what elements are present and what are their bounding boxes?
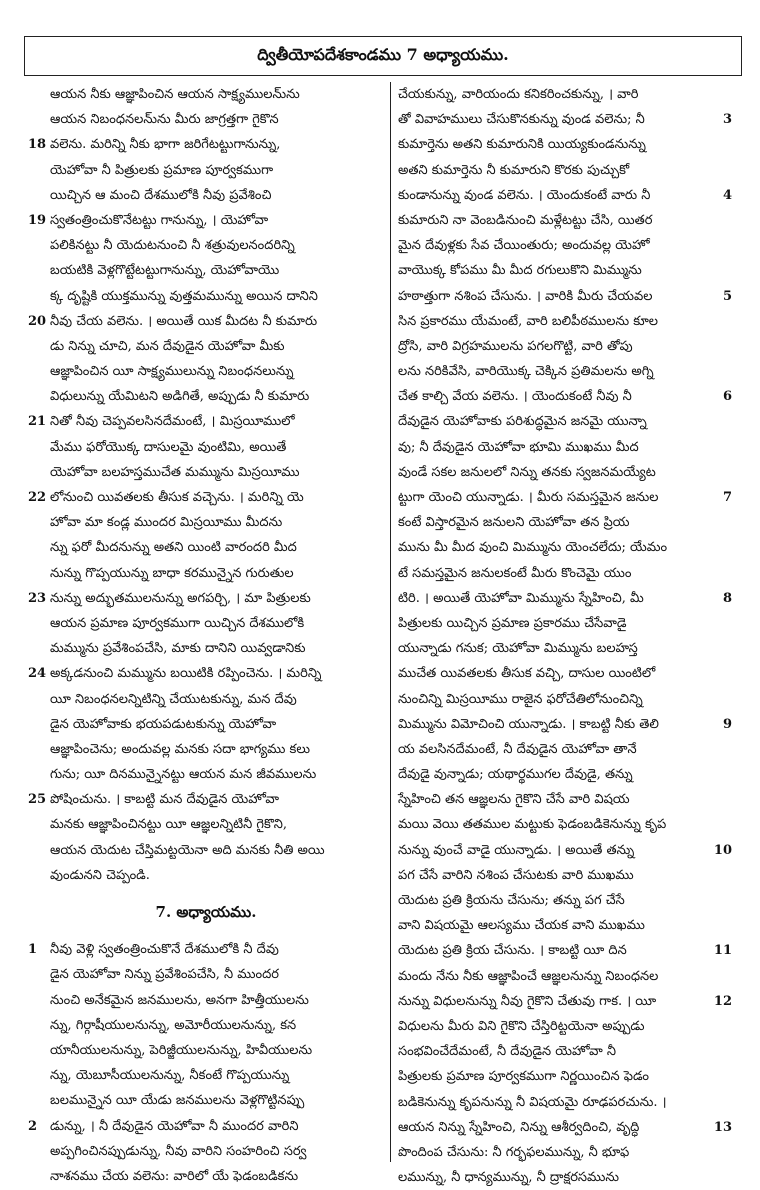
text-line	[398, 485, 732, 510]
line-text: నున్ను అద్భుతములనున్ను అగపర్చి, । మా పిత్రులకు	[50, 590, 311, 606]
line-text: వుండే సకల జనులలో నిన్ను తనకు స్వజనమయ్యేట	[398, 464, 656, 480]
line-text: అతని కుమార్తెను నీ కుమారుని కొరకు పుచ్చుకో	[398, 162, 630, 178]
line-text: లను నరికివేసి, వారియొక్క చెక్కిన ప్రతిమలను అగ్ని	[398, 364, 654, 380]
line-text: మమ్మును ప్రవేశింపచేసి, మాకు దానిని యివ్వడానికు	[50, 641, 306, 657]
verse-number: 24	[28, 666, 47, 682]
text-line	[398, 636, 732, 661]
line-text: యున్నాడు గనుక; యెహోవా మిమ్మును బలహస్త	[398, 641, 638, 657]
line-text: వలెను. మరిన్ని నీకు భాగా జరిగేటట్టుగానున్ను,	[50, 137, 281, 153]
text-line	[398, 787, 732, 812]
text-line	[398, 737, 732, 762]
verse-number: 8	[722, 590, 732, 606]
text-line	[398, 661, 732, 686]
text-line	[398, 158, 732, 183]
text-line	[28, 762, 384, 787]
text-line	[28, 988, 384, 1013]
text-line	[28, 687, 384, 712]
line-text: మేము ఫరోయొక్క దాసులమై వుంటిమి, అయితే	[50, 439, 287, 455]
text-line	[398, 435, 732, 460]
text-line	[398, 233, 732, 258]
text-line	[28, 485, 384, 510]
line-text: వాని విషయమై ఆలస్యము చేయక వాని ముఖము	[398, 918, 645, 934]
text-line	[28, 1139, 384, 1164]
text-line	[28, 208, 384, 233]
text-line	[398, 611, 732, 636]
line-text: విధులను మీరు విని గైకొని చేస్తిరిట్టయెనా అప్పుడు	[398, 1018, 645, 1034]
line-text: స్వతంత్రించుకొనేటట్టు గానున్ను, । యెహోవా	[50, 212, 269, 228]
text-line	[398, 384, 732, 409]
line-text: నున్ను వుంచే వాడై యున్నాడు. । అయితే తన్ను	[398, 842, 635, 858]
text-line	[28, 937, 384, 962]
text-line	[398, 409, 732, 434]
text-line	[398, 586, 732, 611]
line-text: చేత కాల్చి వేయ వలెను. । యెందుకంటే నీవు నీ	[398, 389, 632, 405]
text-line	[398, 838, 732, 863]
line-text: మనకు ఆజ్ఞాపించినట్టు యీ ఆజ్ఞలన్నిటినీ గైకొని,	[50, 817, 287, 833]
line-text: ఆయన నీకు ఆజ్ఞాపించిన ఆయన సాక్ష్యములను్ను	[50, 87, 300, 102]
line-text: పిత్రులకు యిచ్చిన ప్రమాణ ప్రకారము చేసేవాడై	[398, 615, 627, 631]
text-line	[28, 132, 384, 157]
line-text: యిచ్చిన ఆ మంచి దేశములోకి నీవు ప్రవేశించి	[50, 187, 272, 203]
text-line	[398, 1165, 732, 1190]
line-text: నున్ను విధులనున్ను నీవు గైకొని చేతువు గాక. । యీ	[398, 993, 657, 1009]
text-line	[28, 510, 384, 535]
line-text: నుంచిన్ని మిస్రయీము రాజైన ఫరోచేతిలోనుంచిన్ని	[398, 691, 643, 707]
line-text: అక్కడనుంచి మమ్మును బయిటికి రప్పించెను. । మరిన్ని	[50, 666, 322, 682]
line-text: నుంచి అనేకమైన జనములను, అనగా హిత్తీయులను	[50, 992, 309, 1008]
line-text: నాశనము చేయ వలెను: వారిలో యే ఫెడంబడికను	[50, 1168, 299, 1184]
text-line	[398, 309, 732, 334]
text-line	[398, 1039, 732, 1064]
text-line	[398, 863, 732, 888]
verse-number: 10	[713, 842, 732, 858]
verse-number: 6	[722, 389, 732, 405]
text-line	[398, 535, 732, 560]
text-line	[28, 636, 384, 661]
line-text: డున్ను, । నీ దేవుడైన యెహోవా నీ ముందర వారిని	[50, 1118, 299, 1134]
text-line	[28, 107, 384, 132]
line-text: గును; యీ దినమున్నైనట్టు ఆయన మన జీవములను	[50, 767, 317, 783]
column-divider	[390, 82, 391, 1162]
line-text: సంభవించేదేమంటే, నీ దేవుడైన యెహోవా నీ	[398, 1044, 617, 1060]
line-text: ద్రోసి, వారి విగ్రహములను పగలగొట్టి, వారి తోపు	[398, 338, 633, 354]
text-line	[28, 309, 384, 334]
text-line	[28, 561, 384, 586]
line-text: మయి వెయి తతముల మట్టుకు ఫెడంబడికెనున్ను కృప	[398, 817, 667, 833]
text-line	[28, 1164, 384, 1189]
verse-number: 20	[28, 313, 47, 329]
text-line	[28, 233, 384, 258]
text-line	[398, 1090, 732, 1115]
line-text: న్ను, గిర్గాషీయులనున్ను, అమోరీయులనున్ను, కన	[50, 1017, 297, 1033]
text-line	[398, 208, 732, 233]
line-text: మిమ్మును విమోచించి యున్నాడు. । కాబట్టి నీకు తెలి	[398, 716, 659, 732]
text-line	[398, 1014, 732, 1039]
text-line	[28, 183, 384, 208]
text-line	[28, 535, 384, 560]
line-text: హఠాత్తుగా నశింప చేసును. । వారికి మీరు చేయవల	[398, 288, 653, 304]
line-text: కంటే విస్తారమైన జనులని యెహోవా తన ప్రియ	[398, 515, 630, 531]
text-line	[398, 258, 732, 283]
text-line	[28, 1038, 384, 1063]
text-line	[398, 913, 732, 938]
text-line	[28, 384, 384, 409]
text-line	[398, 712, 732, 737]
verse-number: 2	[28, 1118, 38, 1134]
line-text: ఆజ్ఞాపించిన యీ సాక్ష్యములున్ను నిబంధనలున్ను	[50, 364, 294, 380]
line-text: హోవా మా కండ్ల ముందర మిస్రయీము మీదను	[50, 515, 283, 531]
verse-number: 13	[713, 1119, 732, 1135]
text-line	[28, 359, 384, 384]
line-text: నున్ను గొప్పయున్ను బాధా కరమున్నైన గురుతుల	[50, 565, 294, 581]
text-line	[398, 1064, 732, 1089]
line-text: ఆయన నిన్ను స్నేహించి, నిన్ను ఆశీర్వదించి, వృద్ధి	[398, 1119, 640, 1135]
text-line	[28, 284, 384, 309]
line-text: తో వివాహములు చేసుకొనకున్ను వుండ వలెను; నీ	[398, 112, 645, 128]
line-text: పొందింప చేసును: నీ గర్భఫలమున్ను, నీ భూఫ	[398, 1144, 630, 1160]
line-text: నీవు వెళ్లి స్వతంత్రించుకొనే దేశములోకి నీ దేవు	[50, 942, 279, 958]
verse-number: 1	[28, 942, 38, 958]
text-line	[28, 334, 384, 359]
line-text: ఆజ్ఞాపించెను; అందువల్ల మనకు సదా భాగ్యము కలు	[50, 741, 311, 757]
verse-number: 7	[722, 490, 732, 505]
line-text: స్నేహించి తన ఆజ్ఞలను గైకొని చేసే వారి విషయ	[398, 792, 630, 808]
line-text: మును మీ మీద వుంచి మిమ్మును యెంచలేదు; యేమం	[398, 540, 668, 556]
line-text: ఆయన ప్రమాణ పూర్వకముగా యిచ్చిన దేశములోకి	[50, 615, 305, 631]
text-line	[398, 561, 732, 586]
verse-number: 18	[28, 137, 47, 153]
line-text: అప్పగించినప్పుడున్ను, నీవు వారిని సంహరించి సర్వ	[50, 1143, 307, 1159]
line-text: ఆయన నిబంధనలను్ను మీరు జాగ్రత్తగా గైకొన	[50, 112, 279, 128]
text-line	[28, 82, 384, 107]
line-text: క్క దృష్టికి యుక్తమున్ను వుత్తమమున్ను అయిన దానిని	[50, 288, 318, 304]
text-line	[28, 1114, 384, 1139]
verse-number: 4	[722, 187, 732, 203]
line-text: ట్టుగా యెంచి యున్నాడు. । మీరు సమస్తమైన జనుల	[398, 490, 659, 505]
line-text: వు; నీ దేవుడైన యెహోవా భూమి ముఖము మీద	[398, 439, 639, 455]
line-text: విధులున్ను యేమిటని అడిగితే, అప్పుడు నీ కుమారు	[50, 389, 310, 405]
line-text: నితో నీవు చెప్పవలసినదేమంటే, । మిస్రయీములో	[50, 414, 295, 430]
spacer	[28, 888, 384, 900]
verse-number: 21	[28, 414, 47, 430]
line-text: యెదుట ప్రతి క్రియను చేసును; తన్ను పగ చేసే	[398, 893, 625, 908]
text-line	[28, 460, 384, 485]
page-title: ద్వితీయోపదేశకాండము 7 అధ్యాయము.	[257, 44, 509, 64]
verse-number: 25	[28, 792, 47, 808]
text-line	[28, 838, 384, 863]
text-line	[398, 964, 732, 989]
line-text: పిత్రులకు ప్రమాణ పూర్వకముగా నిర్ణయించిన ఫెడం	[398, 1069, 649, 1085]
line-text: పగ చేసే వారిని నశింప చేసుటకు వారి ముఖము	[398, 867, 634, 883]
text-line	[398, 284, 732, 309]
verse-number: 3	[722, 112, 732, 128]
line-text: పలికినట్టు నీ యెదుటనుంచి నీ శత్రువులనందరిన్ని	[50, 238, 295, 254]
text-line	[398, 132, 732, 157]
line-text: డైన యెహోవాకు భయపడుటకున్ను యెహోవా	[50, 716, 277, 732]
text-line	[398, 1140, 732, 1165]
text-line	[398, 687, 732, 712]
text-line	[28, 962, 384, 987]
text-line	[28, 1088, 384, 1113]
text-line	[28, 1063, 384, 1088]
text-line	[398, 460, 732, 485]
line-text: డైన యెహోవా నిన్ను ప్రవేశింపచేసి, నీ ముందర	[50, 967, 279, 983]
text-line	[398, 938, 732, 963]
chapter-heading: 7. అధ్యాయము.	[155, 903, 257, 921]
line-text: న్ను ఫరో మీదనున్ను అతని యింటి వారందరి మీద	[50, 540, 297, 556]
text-line	[398, 1115, 732, 1140]
text-line	[28, 1013, 384, 1038]
text-line	[28, 409, 384, 434]
line-text: టే సమస్తమైన జనులకంటే మీరు కొంచెమై యుం	[398, 565, 632, 581]
line-text: మందు నేను నీకు ఆజ్ఞాపించే ఆజ్ఞలనున్ను నిబంధనల	[398, 968, 659, 984]
line-text: లమున్ను, నీ ధాన్యమున్ను, నీ ద్రాక్షరసమును	[398, 1170, 619, 1186]
line-text: యెహోవా నీ పిత్రులకు ప్రమాణ పూర్వకముగా	[50, 162, 274, 178]
line-text: చేయకున్ను, వారియందు కనికరించకున్ను, । వారి	[398, 87, 639, 102]
text-line	[398, 989, 732, 1014]
line-text: ఆయన యెదుట చేస్తిమట్టయెనా అది మనకు నీతి అయి	[50, 842, 325, 858]
spacer	[28, 925, 384, 937]
right-column	[398, 82, 732, 1186]
text-line	[28, 787, 384, 812]
text-line	[28, 863, 384, 888]
text-line	[398, 183, 732, 208]
line-text: బలమున్నైన యీ యేడు జనములను వెళ్లగొట్టినప్పు	[50, 1093, 305, 1109]
text-line	[398, 107, 732, 132]
line-text: నీవు చేయ వలెను. । అయితే యిక మీదట నీ కుమారు	[50, 313, 318, 329]
line-text: న్ను, యెబూసీయులనున్ను, నీకంటే గొప్పయున్ను	[50, 1068, 290, 1084]
text-line	[28, 712, 384, 737]
verse-number: 19	[28, 212, 47, 228]
text-line	[398, 510, 732, 535]
line-text: వుండునని చెప్పండి.	[50, 867, 150, 883]
line-text: డు నిన్ను చూచి, మన దేవుడైన యెహోవా మీకు	[50, 338, 285, 354]
text-line	[398, 812, 732, 837]
line-text: బయటికి వెళ్లగొట్టేటట్టుగానున్ను, యెహోవాయొ	[50, 263, 280, 279]
text-line	[398, 762, 732, 787]
text-line	[398, 334, 732, 359]
verse-number: 12	[713, 993, 732, 1009]
text-line	[28, 661, 384, 686]
line-text: ముచేత యివతలకు తీసుక వచ్చి, దాసుల యింటిలో	[398, 666, 656, 682]
text-line	[28, 258, 384, 283]
line-text: టిరి. । అయితే యెహోవా మిమ్మును స్నేహించి, మీ	[398, 590, 644, 606]
line-text: పోషించును. । కాబట్టి మన దేవుడైన యెహోవా	[50, 792, 279, 808]
text-line	[398, 888, 732, 913]
text-line	[398, 359, 732, 384]
verse-number: 11	[713, 943, 732, 959]
text-line	[28, 586, 384, 611]
text-line	[28, 611, 384, 636]
line-text: దేవుడైన యెహోవాకు పరిశుద్ధమైన జనమై యున్నా	[398, 414, 647, 430]
line-text: వాయొక్క కోపము మీ మీద రగులుకొని మిమ్మును	[398, 263, 642, 279]
text-line	[28, 435, 384, 460]
line-text: య వలసినదేమంటే, నీ దేవుడైన యెహోవా తానే	[398, 741, 637, 757]
line-text: కుండానున్ను వుండ వలెను. । యెందుకంటే వారు నీ	[398, 187, 651, 203]
left-column	[28, 82, 384, 1184]
text-line	[28, 812, 384, 837]
line-text: సిన ప్రకారము యేమంటే, వారి బలిపీఠములను కూల	[398, 313, 658, 329]
line-text: యీ నిబంధనలన్నిటిన్ని చేయుటకున్ను, మన దేవు	[50, 691, 297, 707]
text-line	[398, 82, 732, 107]
verse-number: 5	[722, 288, 732, 304]
verse-number: 22	[28, 490, 47, 505]
line-text: కుమార్తెను అతని కుమారునికి యియ్యకుండనున్ను	[398, 137, 646, 153]
verse-number: 23	[28, 590, 47, 606]
line-text: యెదుట ప్రతి క్రియ చేసును. । కాబట్టి యీ దిన	[398, 943, 627, 959]
line-text: లోనుంచి యివతలకు తీసుక వచ్చెను. । మరిన్ని యె	[50, 490, 304, 505]
text-line	[28, 737, 384, 762]
verse-number: 9	[722, 716, 732, 732]
text-line	[28, 158, 384, 183]
line-text: కుమారుని నా వెంబడినుంచి మళ్లేటట్టు చేసి, యితర	[398, 212, 653, 228]
line-text: బడికెనున్ను కృపనున్ను నీ విషయమై రూఢపరచును. ।	[398, 1094, 667, 1110]
line-text: దేవుడై వున్నాడు; యథార్థముగల దేవుడై, తన్ను	[398, 767, 633, 783]
line-text: యానీయులనున్ను, పెరిజ్జీయులనున్ను, హివీయులను	[50, 1042, 313, 1058]
line-text: యెహోవా బలహస్తముచేత మమ్మును మిస్రయీము	[50, 464, 300, 480]
line-text: మైన దేవుళ్లకు సేవ చేయింతురు; అందువల్ల యెహో	[398, 238, 650, 254]
page-header	[24, 36, 742, 76]
